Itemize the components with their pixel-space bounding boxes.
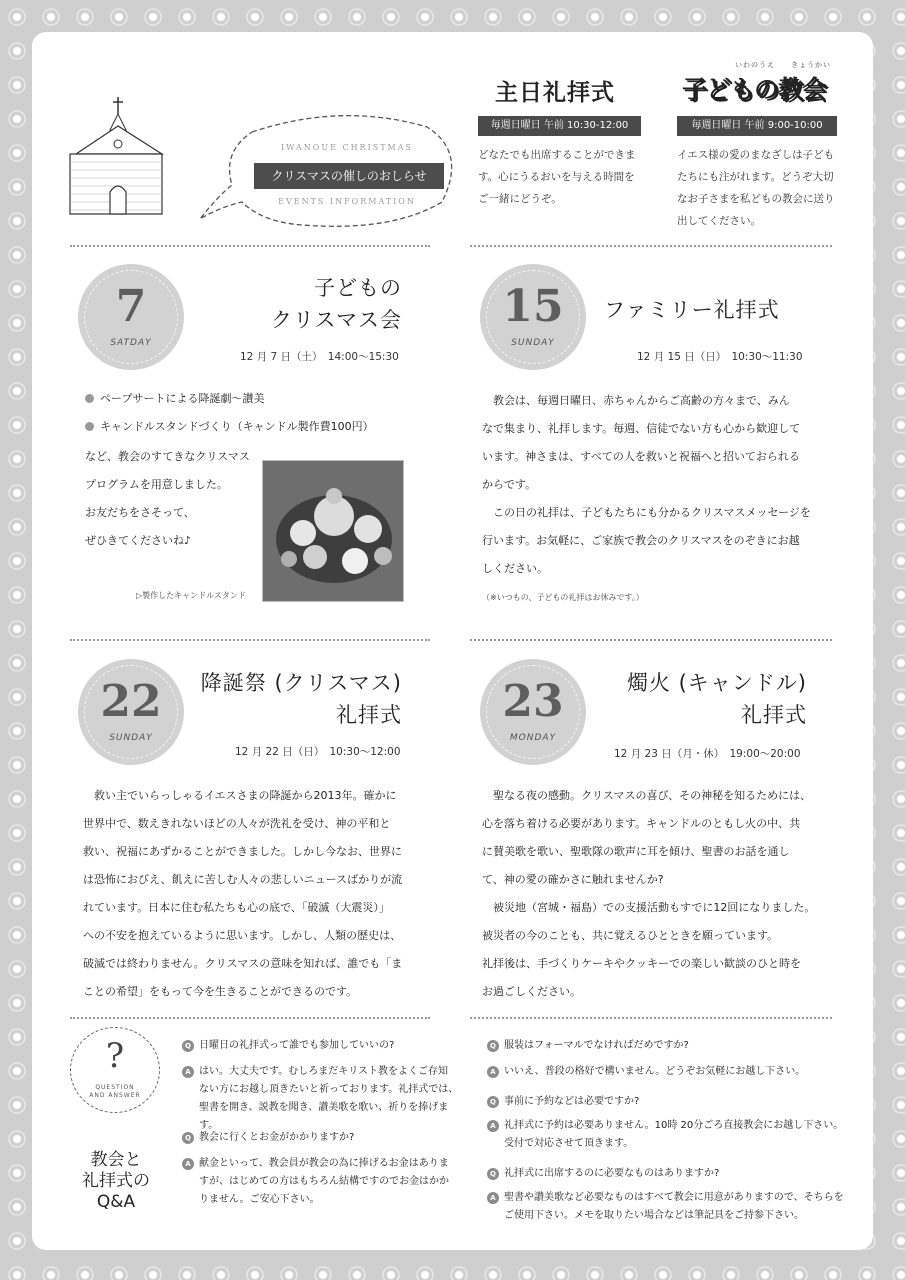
sunday-service-description: どなたでも出席することができま す。心にうるおいを与える時間を ご一緒にどうぞ。 bbox=[478, 149, 636, 205]
event-7-title: 子どもの クリスマス会 bbox=[270, 276, 402, 332]
bullet-item: ペープサートによる降誕劇〜讃美 bbox=[85, 385, 374, 413]
date-weekday: SUNDAY bbox=[109, 733, 153, 743]
a-icon: A bbox=[182, 1066, 194, 1078]
divider bbox=[470, 245, 832, 247]
photo-caption: ▷製作したキャンドルスタンド bbox=[136, 591, 246, 600]
event-15-note: （※いつもの、子どもの礼拝はお休みです。） bbox=[482, 593, 644, 602]
sunday-service-schedule: 毎週日曜日 午前 10:30-12:00 bbox=[478, 116, 641, 136]
a-icon: A bbox=[182, 1158, 194, 1170]
date-weekday: SATDAY bbox=[110, 338, 152, 348]
divider bbox=[70, 639, 430, 641]
date-weekday: MONDAY bbox=[509, 733, 557, 743]
divider bbox=[470, 1017, 832, 1019]
event-23-time: 12 月 23 日（月・休） 19:00〜20:00 bbox=[614, 748, 801, 760]
question-mark-icon: ? bbox=[105, 1036, 125, 1076]
divider bbox=[70, 245, 430, 247]
divider bbox=[470, 639, 832, 641]
date-number: 7 bbox=[115, 281, 147, 332]
qa-question: Q 服装はフォーマルでなければだめですか? bbox=[487, 1037, 837, 1055]
a-icon: A bbox=[487, 1066, 499, 1078]
kids-church-logo bbox=[682, 70, 840, 108]
q-icon: Q bbox=[487, 1040, 499, 1052]
date-number: 23 bbox=[502, 676, 564, 727]
q-icon: Q bbox=[487, 1168, 499, 1180]
a-icon: A bbox=[487, 1192, 499, 1204]
qa-question: Q 教会に行くとお金がかかりますか? bbox=[182, 1129, 452, 1147]
qa-answer: A はい。大丈夫です。むしろまだキリスト教をよくご存知 ない方にお越し頂きたいと祈っております。礼拝式では、 聖書を開き、説教を聞き、讃美歌を歌い、祈りを捧げます。 bbox=[182, 1063, 462, 1135]
q-icon: Q bbox=[182, 1040, 194, 1052]
kids-church-schedule: 毎週日曜日 午前 9:00-10:00 bbox=[677, 116, 837, 136]
event-15-title: ファミリー礼拝式 bbox=[604, 298, 780, 322]
q-icon: Q bbox=[182, 1132, 194, 1144]
date-number: 15 bbox=[502, 281, 564, 332]
church-illustration bbox=[66, 92, 166, 222]
a-icon: A bbox=[487, 1120, 499, 1132]
event-23-title: 燭火 (キャンドル) 礼拝式 bbox=[626, 671, 807, 727]
date-circle-23 bbox=[480, 659, 586, 765]
event-22-body: 救い主でいらっしゃるイエスさまの降誕から2013年。確かに 世界中で、数えきれないほどの人々が洗礼を受け、神の平和と 救い、祝福にあずかることができました。しかし今なお、世界に は恐怖におびえ、飢えに苦しむ人々の悲しいニュースばかりが流 れています。日本に住む私たちも心の底で、「破滅（大震災）」 への不安を抱えているように思います。しかし、人類の歴史は、 破滅では終わりません。クリスマスの意味を知れば、誰でも「ま ことの希望」をもって今を生きることができるのです。 bbox=[83, 789, 403, 998]
qa-answer: A 礼拝式に予約は必要ありません。10時 20分ごろ直接教会にお越し下さい。 受付で対応させて頂きます。 bbox=[487, 1117, 847, 1153]
divider bbox=[70, 1017, 430, 1019]
date-number: 22 bbox=[100, 676, 162, 727]
kids-church-description: イエス様の愛のまなざしは子ども たちにも注がれます。どうぞ大切 なお子さまを私どもの教会に送り 出してください。 bbox=[677, 149, 835, 227]
event-22-title: 降誕祭 (クリスマス) 礼拝式 bbox=[200, 671, 402, 727]
q-icon: Q bbox=[487, 1096, 499, 1108]
date-circle-15 bbox=[480, 264, 586, 370]
qa-question: Q 日曜日の礼拝式って誰でも参加していいの? bbox=[182, 1037, 452, 1055]
bubble-top-text: IWANOUE CHRISTMAS bbox=[281, 143, 413, 152]
qa-answer: A いいえ、普段の格好で構いません。どうぞお気軽にお越し下さい。 bbox=[487, 1063, 837, 1081]
event-7-time: 12 月 7 日（土） 14:00〜15:30 bbox=[240, 351, 399, 363]
qa-question: Q 礼拝式に出席するのに必要なものはありますか? bbox=[487, 1165, 837, 1183]
events-speech-bubble bbox=[227, 107, 467, 227]
bullet-item: キャンドルスタンドづくり（キャンドル製作費100円） bbox=[85, 413, 374, 441]
qa-badge-sub1: QUESTION bbox=[95, 1084, 135, 1091]
date-circle-7 bbox=[78, 264, 184, 370]
event-23-body: 聖なる夜の感動。クリスマスの喜び、その神秘を知るためには、 心を落ち着ける必要があります。キャンドルのともし火の中、共 に賛美歌を歌い、聖歌隊の歌声に耳を傾け、聖書のお話を通し て、神の愛の確かさに触れませんか? 被災地（宮城・福島）での支援活動もすでに12回になりました。 被災者の今のことも、共に覚えるひとときを願っています。 礼拝後は、手づくりケーキやクッキーでの楽しい歓談のひと時を お過ごしください。 bbox=[482, 789, 816, 998]
qa-answer: A 献金といって、教会員が教会の為に捧げるお金はありま すが、はじめての方はもちろん結構ですのでお金はかか りません。ご安心下さい。 bbox=[182, 1155, 462, 1209]
event-7-body: など、教会のすてきなクリスマス プログラムを用意しました。 お友だちをさそって、 ぜひきてくださいね♪ bbox=[85, 450, 250, 547]
qa-badge-sub2: AND ANSWER bbox=[89, 1092, 141, 1099]
event-22-time: 12 月 22 日（日） 10:30〜12:00 bbox=[235, 746, 401, 758]
qa-question: Q 事前に予約などは必要ですか? bbox=[487, 1093, 837, 1111]
kids-church-title: 子どもの教会 bbox=[682, 75, 827, 104]
qa-answer: A 聖書や讃美歌など必要なものはすべて教会に用意がありますので、そちらを ご使用下さい。メモを取りたい場合などは筆記具をご持参下さい。 bbox=[487, 1189, 847, 1225]
qa-title: 教会と 礼拝式の Q&A bbox=[82, 1150, 150, 1212]
candle-stand-photo bbox=[262, 460, 404, 602]
date-weekday: SUNDAY bbox=[511, 338, 555, 348]
bubble-main-label: クリスマスの催しのおしらせ bbox=[254, 163, 444, 189]
event-15-time: 12 月 15 日（日） 10:30〜11:30 bbox=[637, 351, 803, 363]
flyer-sheet bbox=[32, 32, 873, 1250]
event-7-bullets bbox=[85, 385, 374, 441]
qa-badge bbox=[70, 1027, 160, 1113]
kids-church-ruby: いわのうえ きょうかい bbox=[735, 61, 831, 69]
bubble-bottom-text: EVENTS INFORMATION bbox=[278, 197, 416, 206]
sunday-service-title: 主日礼拝式 bbox=[495, 80, 615, 106]
date-circle-22 bbox=[78, 659, 184, 765]
event-15-body: 教会は、毎週日曜日、赤ちゃんからご高齢の方々まで、みん なで集まり、礼拝します。毎週、信徒でない方も心から歓迎して います。神さまは、すべての人を救いと祝福へと招いておられる からです。 この日の礼拝は、子どもたちにも分かるクリスマスメッセージを 行います。お気軽に、ご家族で教会のクリスマスをのぞきにお越 しください。 bbox=[482, 394, 811, 575]
